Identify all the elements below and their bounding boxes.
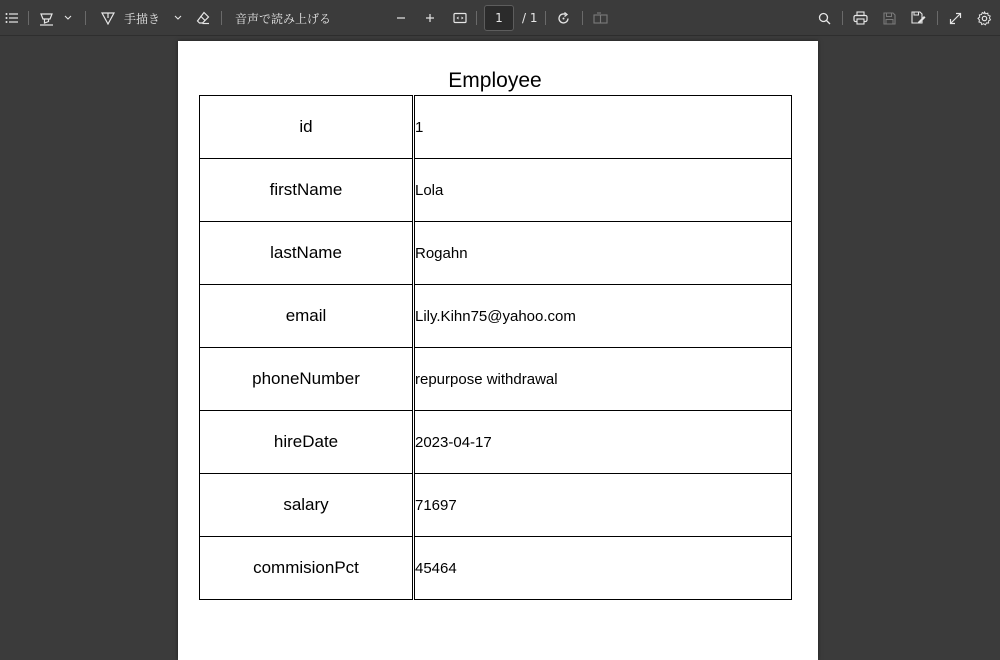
field-name: salary [200, 474, 414, 537]
save-icon[interactable] [880, 0, 898, 36]
toolbar-separator [28, 11, 29, 25]
toolbar-separator [937, 11, 938, 25]
gear-icon[interactable] [975, 0, 993, 36]
field-value: 2023-04-17 [414, 411, 792, 474]
table-row [200, 411, 792, 474]
pdf-page [178, 41, 818, 660]
field-value: 71697 [414, 474, 792, 537]
eraser-icon[interactable] [195, 0, 211, 36]
toolbar-separator [582, 11, 583, 25]
read-aloud-button[interactable]: 音声で読み上げる [235, 11, 332, 26]
zoom-out-icon[interactable] [393, 0, 409, 36]
search-icon[interactable] [815, 0, 833, 36]
field-value: Lily.Kihn75@yahoo.com [414, 285, 792, 348]
table-row [200, 474, 792, 537]
employee-table [199, 95, 792, 600]
table-row [200, 285, 792, 348]
two-page-view-icon[interactable] [591, 0, 609, 36]
contents-icon[interactable] [3, 0, 21, 36]
zoom-in-icon[interactable] [422, 0, 438, 36]
field-value: 1 [414, 96, 792, 159]
table-row [200, 348, 792, 411]
field-name: commisionPct [200, 537, 414, 600]
field-name: firstName [200, 159, 414, 222]
field-name: email [200, 285, 414, 348]
print-icon[interactable] [851, 0, 869, 36]
field-value: Rogahn [414, 222, 792, 285]
table-row [200, 537, 792, 600]
table-row [200, 222, 792, 285]
table-row [200, 96, 792, 159]
draw-button[interactable]: 手描き [124, 11, 161, 26]
save-as-icon[interactable] [909, 0, 927, 36]
field-name: lastName [200, 222, 414, 285]
field-name: phoneNumber [200, 348, 414, 411]
page-number-input[interactable]: 1 [484, 5, 514, 31]
document-viewer[interactable] [0, 36, 1000, 660]
chevron-down-icon[interactable] [172, 0, 184, 36]
toolbar-separator [85, 11, 86, 25]
toolbar-separator [476, 11, 477, 25]
rotate-icon[interactable] [554, 0, 572, 36]
highlight-icon[interactable] [37, 0, 55, 36]
field-value: Lola [414, 159, 792, 222]
table-row [200, 159, 792, 222]
field-value: repurpose withdrawal [414, 348, 792, 411]
pdf-toolbar [0, 0, 1000, 36]
chevron-down-icon[interactable] [62, 0, 74, 36]
field-name: hireDate [200, 411, 414, 474]
field-name: id [200, 96, 414, 159]
document-title: Employee [448, 69, 542, 92]
fullscreen-icon[interactable] [946, 0, 964, 36]
fit-to-page-icon[interactable] [451, 0, 469, 36]
field-value: 45464 [414, 537, 792, 600]
toolbar-separator [221, 11, 222, 25]
page-total: / 1 [522, 11, 538, 25]
toolbar-separator [545, 11, 546, 25]
draw-icon[interactable] [100, 0, 116, 36]
toolbar-separator [842, 11, 843, 25]
